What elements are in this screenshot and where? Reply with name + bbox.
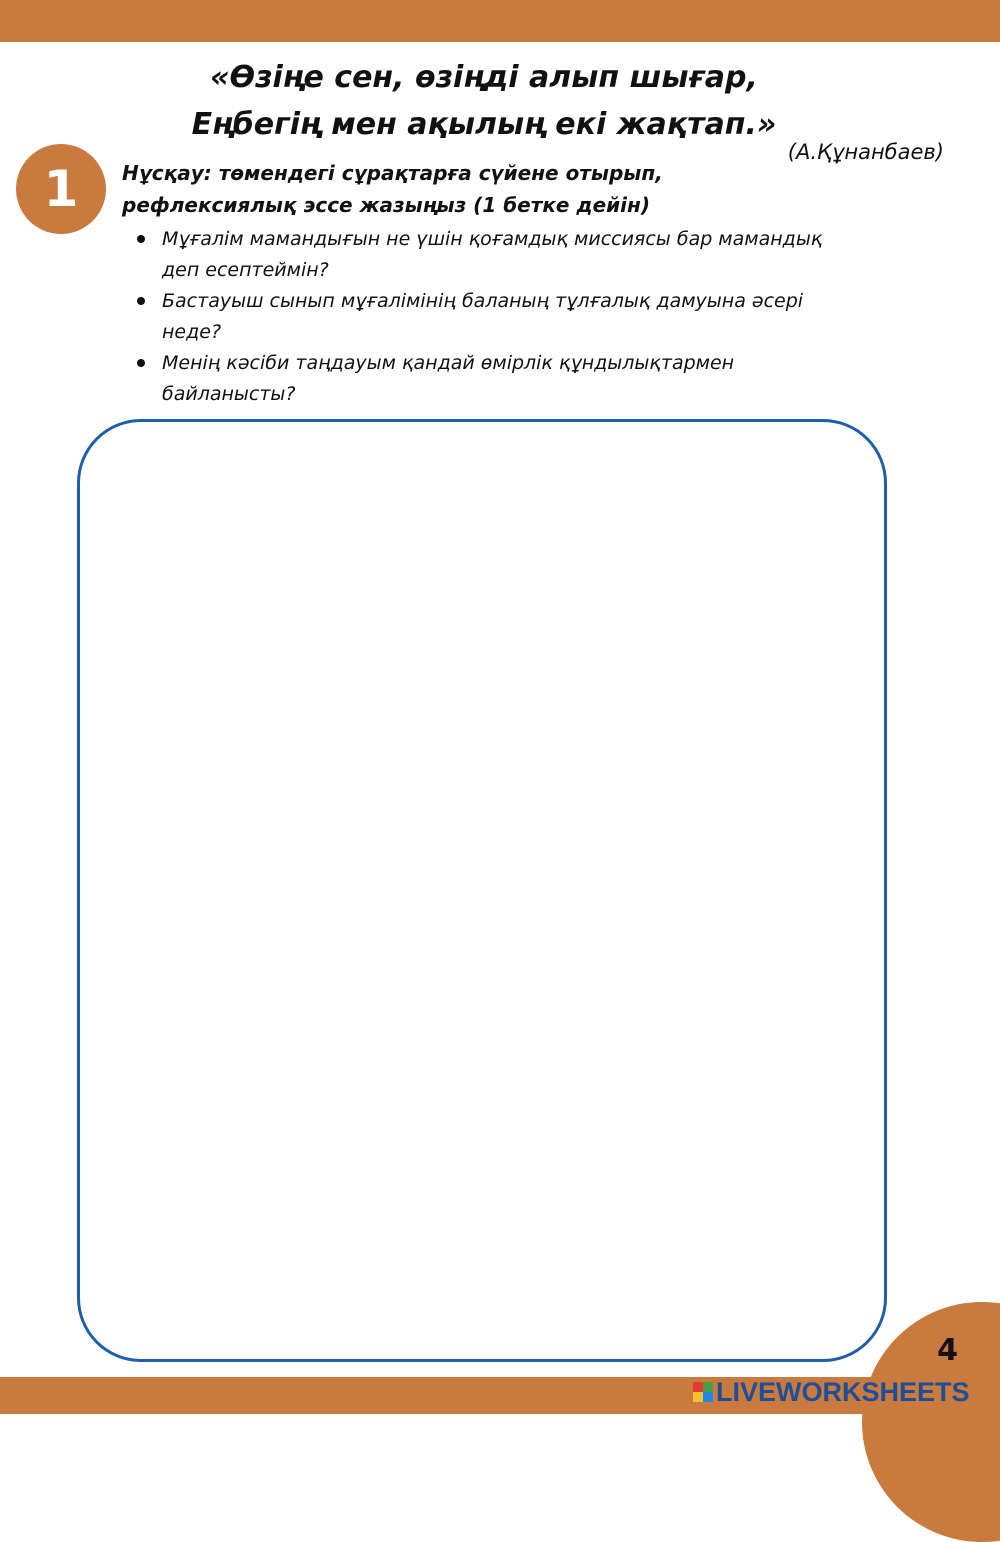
watermark-text: LIVEWORKSHEETS: [716, 1376, 970, 1407]
question-list: [126, 224, 826, 410]
logo-square-i: [703, 1382, 713, 1392]
bullet-icon: [137, 297, 145, 305]
quote-author: (А.Құнанбаев): [787, 140, 944, 164]
logo-square-v: [693, 1392, 703, 1402]
top-decorative-bar: [0, 0, 1000, 42]
task-number-badge: 1: [16, 144, 106, 234]
logo-square-l: [693, 1382, 703, 1392]
logo-square-e: [703, 1392, 713, 1402]
instruction-line-1: Нұсқау: төмендегі сұрақтарға сүйене отырып,: [122, 161, 663, 185]
quote-line-1: «Өзіңе сен, өзіңді алып шығар,: [210, 60, 758, 95]
page-number: 4: [937, 1333, 958, 1368]
task-instruction: [122, 157, 762, 221]
bullet-icon: [137, 235, 145, 243]
question-text: Бастауыш сынып мұғалімінің баланың тұлғалық дамуына әсері неде?: [162, 290, 804, 343]
bullet-icon: [137, 359, 145, 367]
question-text: Мұғалім мамандығын не үшін қоғамдық миссиясы бар мамандық деп есептеймін?: [162, 228, 823, 281]
epigraph-quote: [120, 54, 848, 148]
liveworksheets-watermark: [693, 1377, 970, 1407]
question-text: Менің кәсіби таңдауым қандай өмірлік құндылықтармен байланысты?: [162, 352, 735, 405]
question-item: [126, 224, 826, 286]
liveworksheets-logo-icon: [693, 1382, 713, 1402]
question-item: [126, 286, 826, 348]
instruction-line-2: рефлексиялық эссе жазыңыз (1 бетке дейін): [122, 193, 650, 217]
question-item: [126, 348, 826, 410]
essay-answer-box[interactable]: [77, 419, 887, 1362]
quote-line-2: Еңбегің мен ақылың екі жақтап.»: [191, 107, 777, 142]
